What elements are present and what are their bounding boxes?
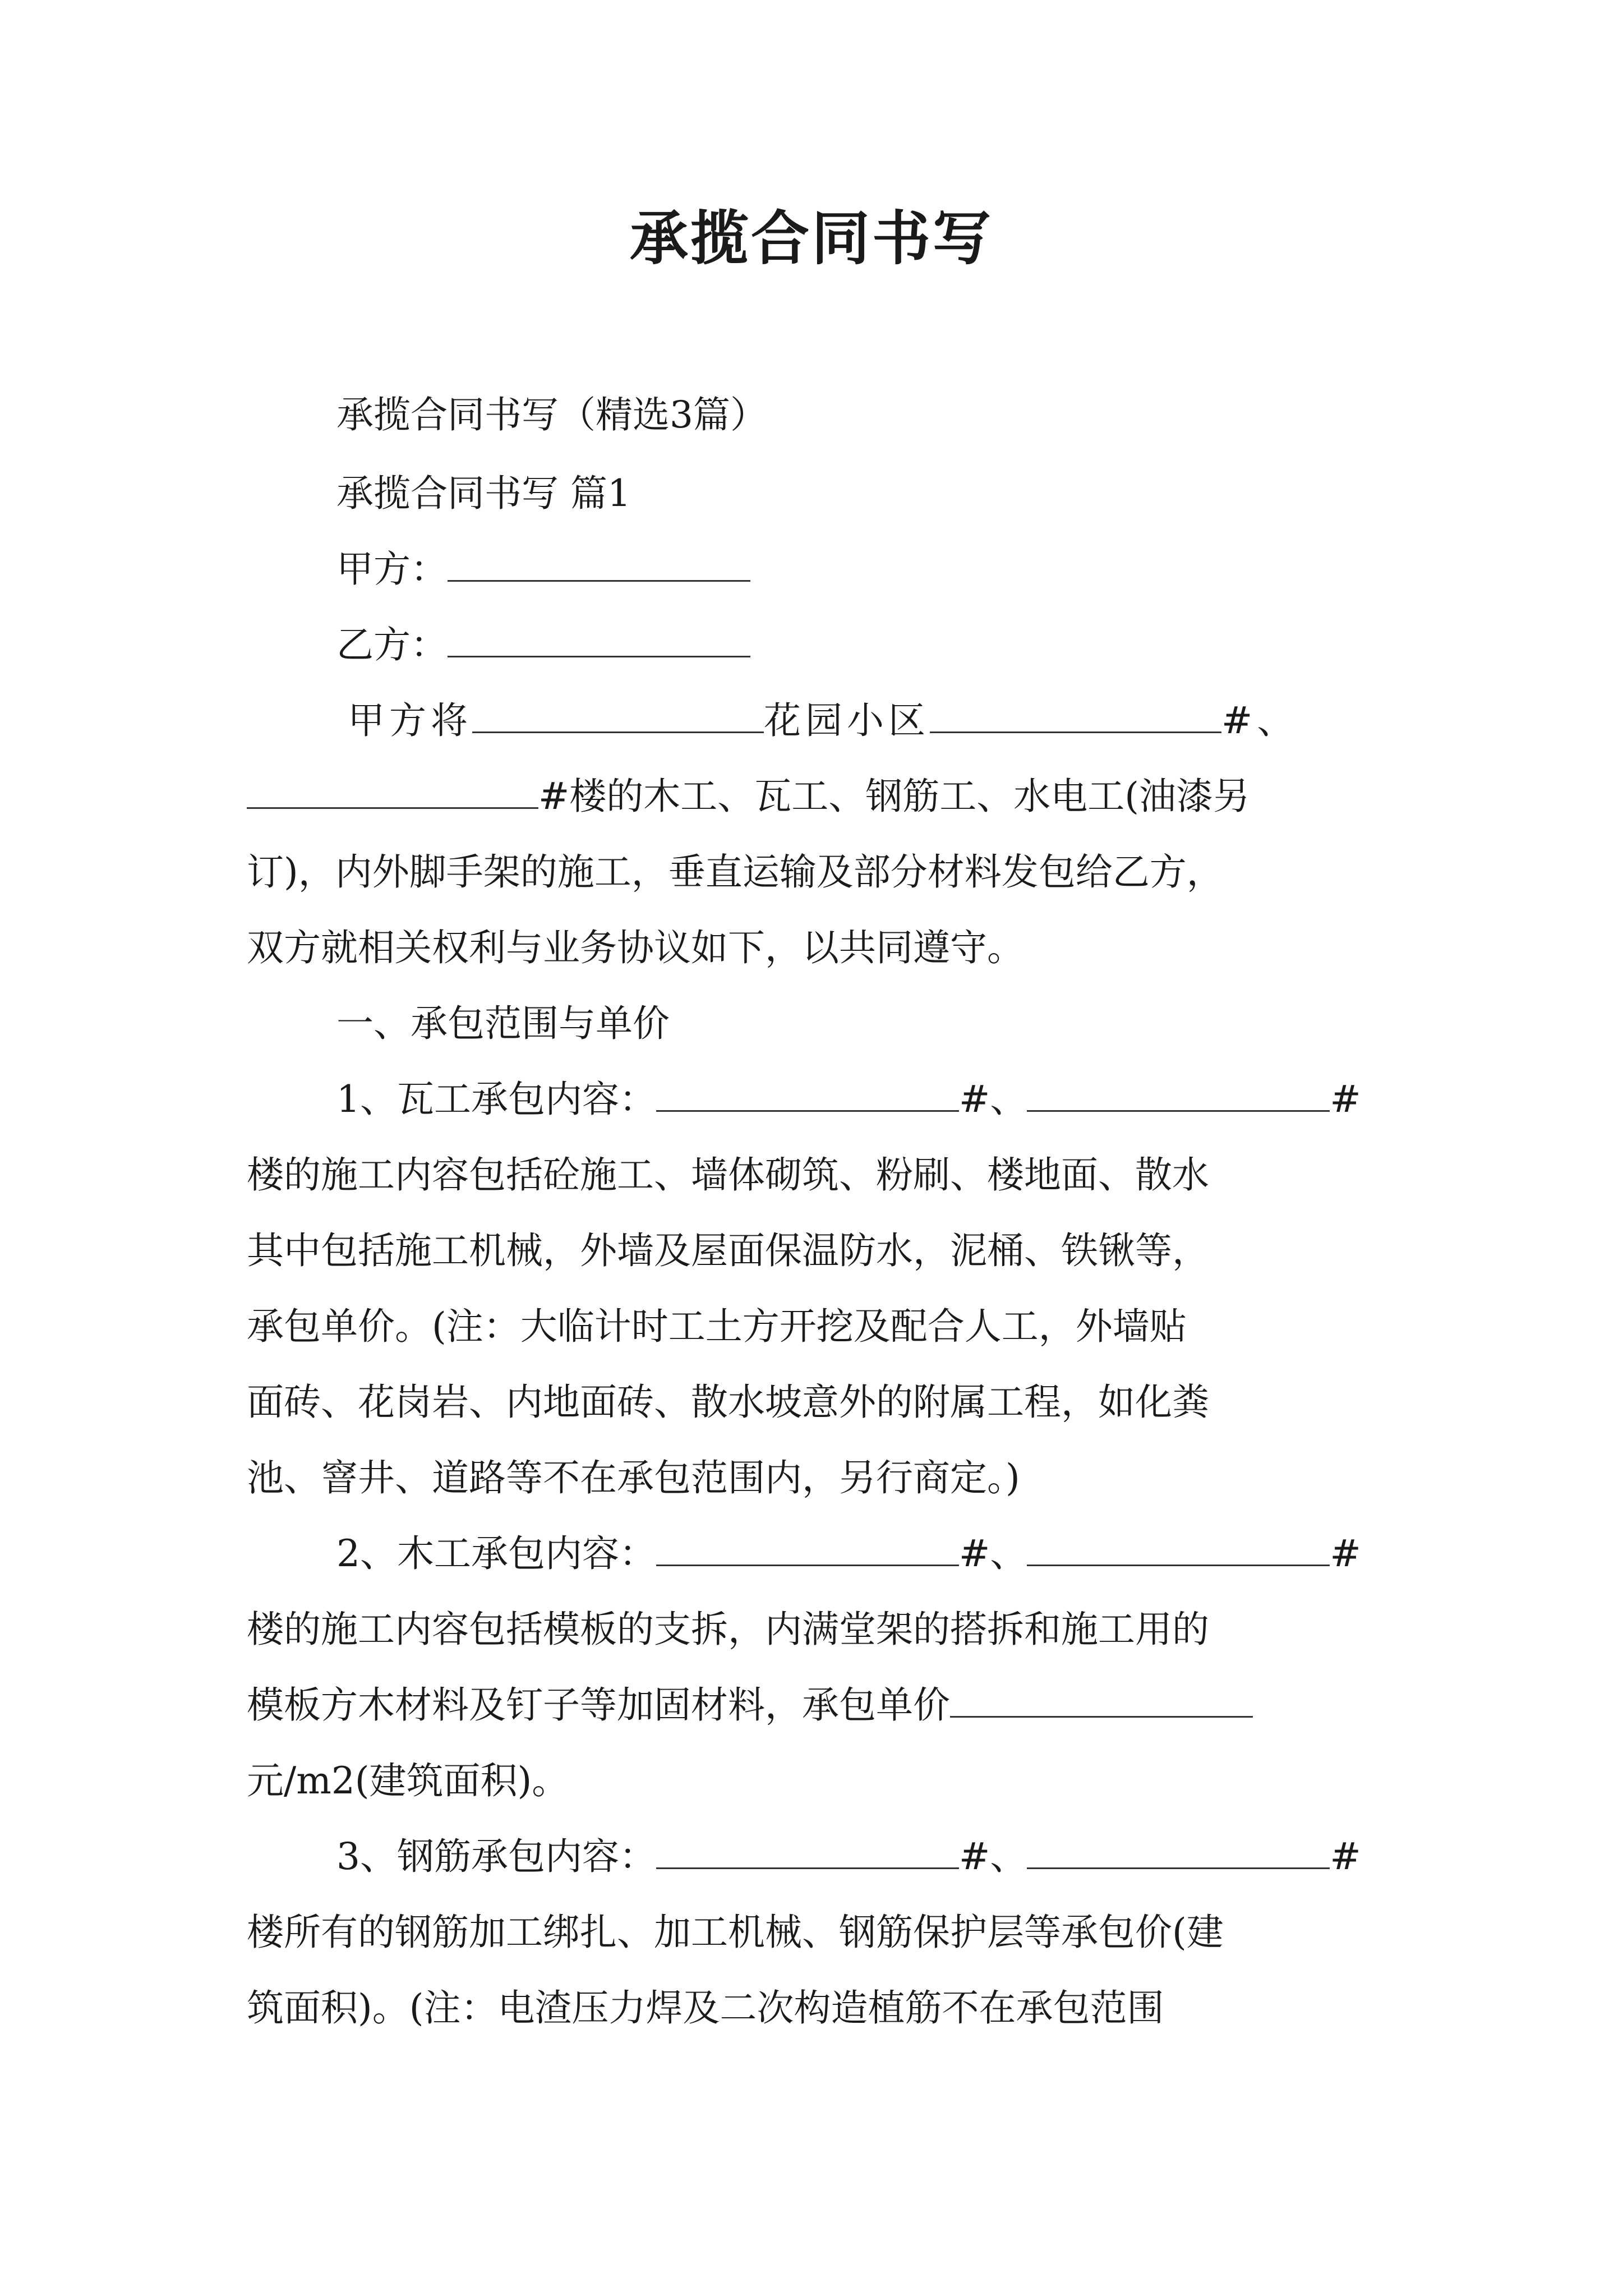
intro-line-3: 订)，内外脚手架的施工，垂直运输及部分材料发包给乙方， bbox=[247, 850, 1224, 894]
item1-line-4: 面砖、花岗岩、内地面砖、散水坡意外的附属工程，如化粪 bbox=[247, 1381, 1209, 1424]
item3-mid: #、 bbox=[959, 1835, 1027, 1878]
item2-mid: #、 bbox=[959, 1532, 1027, 1575]
item2-line-head bbox=[336, 1526, 1385, 1582]
item3-blank-1 bbox=[656, 1832, 959, 1869]
item2-line2-text: 模板方木材料及钉子等加固材料，承包单价 bbox=[247, 1683, 950, 1727]
item2-line-3: 元/m2(建筑面积)。 bbox=[247, 1759, 569, 1802]
item1-line-1: 楼的施工内容包括砼施工、墙体砌筑、粉刷、楼地面、散水 bbox=[247, 1153, 1209, 1197]
heading-scope: 一、承包范围与单价 bbox=[336, 1002, 670, 1045]
party-b-line bbox=[336, 617, 1385, 673]
item1-mid: #、 bbox=[959, 1078, 1027, 1121]
item1-line-5: 池、窨井、道路等不在承包范围内，另行商定。) bbox=[247, 1456, 1020, 1499]
item3-blank-2 bbox=[1027, 1832, 1330, 1869]
intro-blank-3 bbox=[247, 771, 538, 809]
item3-end: # bbox=[1330, 1835, 1361, 1878]
intro-part3: #、 bbox=[1221, 699, 1299, 742]
item2-blank-2 bbox=[1027, 1529, 1330, 1566]
item2-label: 2、木工承包内容： bbox=[336, 1532, 656, 1575]
document-title: 承揽合同书写 bbox=[629, 204, 993, 273]
subtitle: 承揽合同书写（精选3篇） bbox=[336, 393, 767, 436]
intro-blank-1 bbox=[472, 696, 764, 733]
party-b-blank bbox=[448, 620, 750, 657]
section-title: 承揽合同书写 篇1 bbox=[336, 472, 631, 515]
item3-label: 3、钢筋承包内容： bbox=[336, 1835, 656, 1878]
item3-line-1: 楼所有的钢筋加工绑扎、加工机械、钢筋保护层等承包价(建 bbox=[247, 1911, 1224, 1954]
item1-label: 1、瓦工承包内容： bbox=[336, 1078, 656, 1121]
item1-blank-2 bbox=[1027, 1074, 1330, 1112]
item3-line-head bbox=[336, 1829, 1385, 1885]
item3-line-2: 筑面积)。(注：电渣压力焊及二次构造植筋不在承包范围 bbox=[247, 1986, 1164, 2030]
intro-blank-2 bbox=[930, 696, 1221, 733]
intro-line-2 bbox=[247, 769, 1385, 825]
item2-blank-1 bbox=[656, 1529, 959, 1566]
party-a-label: 甲方： bbox=[336, 547, 448, 591]
party-a-line bbox=[336, 541, 1385, 597]
item1-line-head bbox=[336, 1071, 1385, 1128]
item2-price-blank bbox=[950, 1680, 1253, 1718]
intro-part2: 花园小区 bbox=[764, 699, 930, 742]
item2-line-2 bbox=[247, 1677, 1385, 1733]
intro-line2-tail: #楼的木工、瓦工、钢筋工、水电工(油漆另 bbox=[538, 775, 1251, 818]
intro-part1: 甲方将 bbox=[348, 699, 472, 742]
party-a-blank bbox=[448, 544, 750, 582]
party-b-label: 乙方： bbox=[336, 623, 448, 666]
item1-end: # bbox=[1330, 1078, 1361, 1121]
item1-line-2: 其中包括施工机械，外墙及屋面保温防水，泥桶、铁锹等， bbox=[247, 1229, 1209, 1272]
intro-line-4: 双方就相关权利与业务协议如下，以共同遵守。 bbox=[247, 926, 1024, 969]
item2-end: # bbox=[1330, 1532, 1361, 1575]
item2-line-1: 楼的施工内容包括模板的支拆，内满堂架的搭拆和施工用的 bbox=[247, 1608, 1209, 1651]
intro-line-1 bbox=[348, 693, 1385, 749]
item1-blank-1 bbox=[656, 1074, 959, 1112]
item1-line-3: 承包单价。(注：大临计时工土方开挖及配合人工，外墙贴 bbox=[247, 1305, 1187, 1348]
